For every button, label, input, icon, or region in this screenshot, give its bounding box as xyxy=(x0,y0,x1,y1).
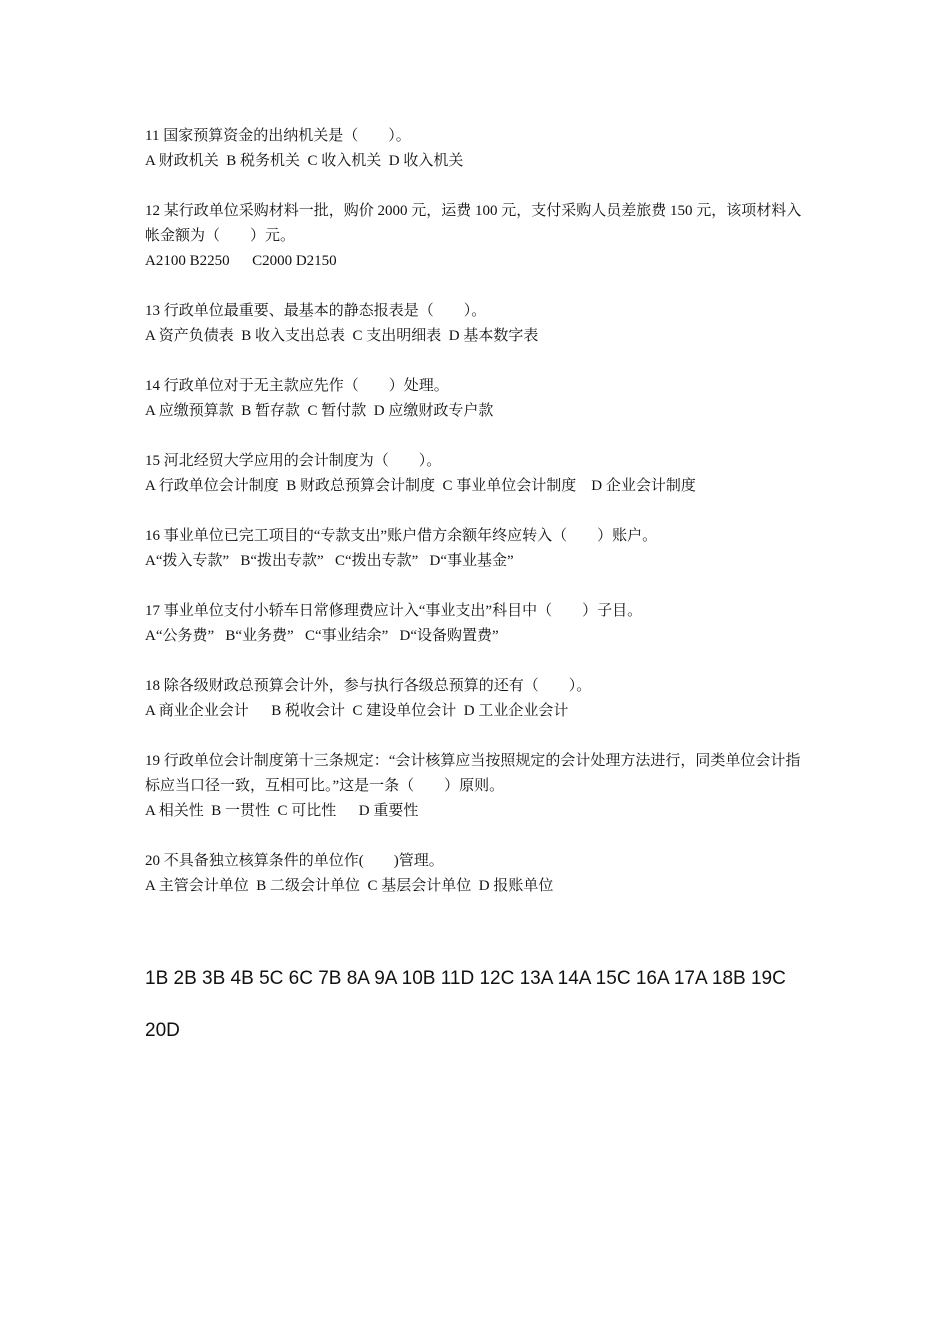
question-18 xyxy=(145,674,810,724)
question-14 xyxy=(145,374,810,424)
question-text: 11 国家预算资金的出纳机关是（ ）。 xyxy=(145,128,411,144)
question-options: A 相关性 B 一贯性 C 可比性 D 重要性 xyxy=(145,803,419,819)
question-text: 12 某行政单位采购材料一批，购价 2000 元，运费 100 元，支付采购人员差旅费 150 元，该项材料入帐金额为（ ）元。 xyxy=(145,203,802,244)
question-17 xyxy=(145,599,810,649)
question-text: 13 行政单位最重要、最基本的静态报表是（ ）。 xyxy=(145,303,487,319)
question-11 xyxy=(145,124,810,174)
question-15 xyxy=(145,449,810,499)
question-options: A“拨入专款” B“拨出专款” C“拨出专款” D“事业基金” xyxy=(145,553,514,569)
question-options: A2100 B2250 C2000 D2150 xyxy=(145,253,337,269)
question-text: 15 河北经贸大学应用的会计制度为（ ）。 xyxy=(145,453,442,469)
question-options: A 资产负债表 B 收入支出总表 C 支出明细表 D 基本数字表 xyxy=(145,328,539,344)
question-list xyxy=(145,124,810,924)
question-options: A“公务费” B“业务费” C“事业结余” D“设备购置费” xyxy=(145,628,499,644)
question-20 xyxy=(145,849,810,899)
answer-key: 1B 2B 3B 4B 5C 6C 7B 8A 9A 10B 11D 12C 13A 14A 15C 16A 17A 18B 19C 20D xyxy=(145,968,786,1041)
question-19 xyxy=(145,749,810,824)
question-text: 18 除各级财政总预算会计外，参与执行各级总预算的还有（ ）。 xyxy=(145,678,592,694)
question-options: A 主管会计单位 B 二级会计单位 C 基层会计单位 D 报账单位 xyxy=(145,878,554,894)
question-text: 19 行政单位会计制度第十三条规定：“会计核算应当按照规定的会计处理方法进行，同类单位会计指标应当口径一致，互相可比。”这是一条（ ）原则。 xyxy=(145,753,801,794)
question-text: 17 事业单位支付小轿车日常修理费应计入“事业支出”科目中（ ）子目。 xyxy=(145,603,643,619)
question-text: 14 行政单位对于无主款应先作（ ）处理。 xyxy=(145,378,449,394)
question-options: A 应缴预算款 B 暂存款 C 暂付款 D 应缴财政专户款 xyxy=(145,403,494,419)
question-12 xyxy=(145,199,810,274)
question-13 xyxy=(145,299,810,349)
question-options: A 商业企业会计 B 税收会计 C 建设单位会计 D 工业企业会计 xyxy=(145,703,569,719)
question-text: 16 事业单位已完工项目的“专款支出”账户借方余额年终应转入（ ）账户。 xyxy=(145,528,658,544)
question-options: A 财政机关 B 税务机关 C 收入机关 D 收入机关 xyxy=(145,153,464,169)
question-16 xyxy=(145,524,810,574)
question-text: 20 不具备独立核算条件的单位作( )管理。 xyxy=(145,853,444,869)
question-options: A 行政单位会计制度 B 财政总预算会计制度 C 事业单位会计制度 D 企业会计制度 xyxy=(145,478,696,494)
